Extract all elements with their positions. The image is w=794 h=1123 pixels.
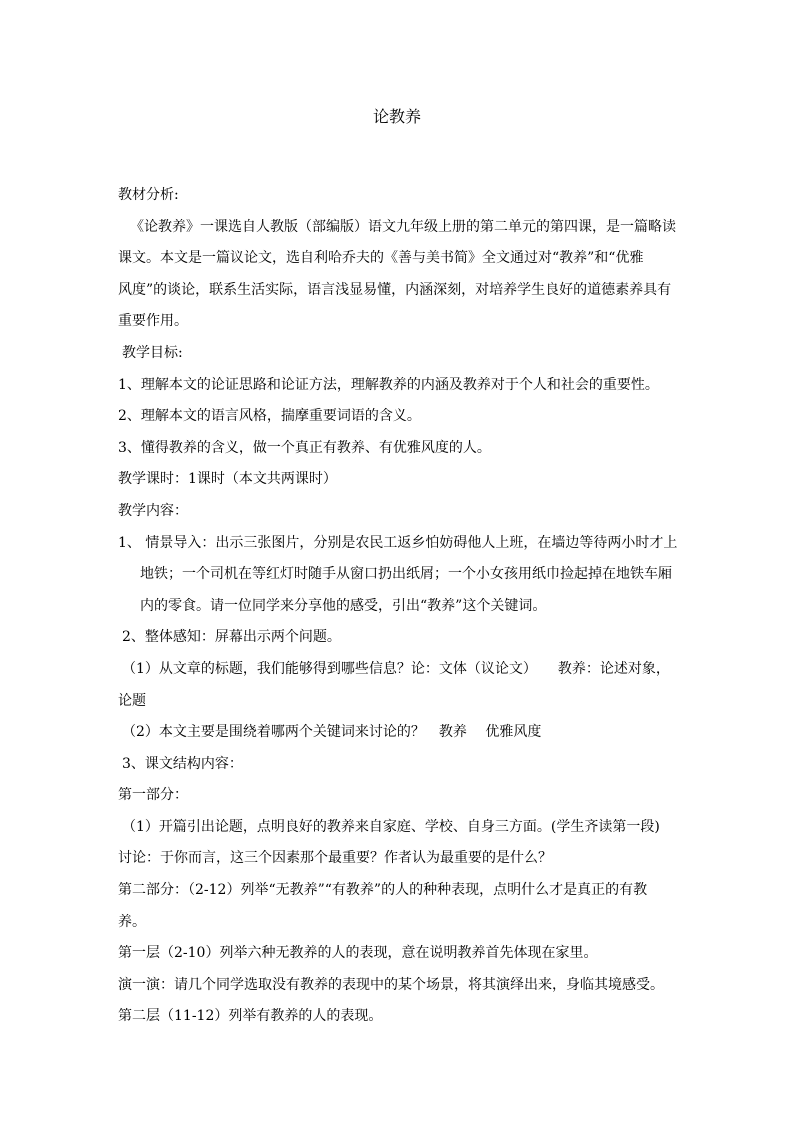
- content-item-2: 2、整体感知：屏幕出示两个问题。: [122, 629, 341, 646]
- question-2: （2）本文主要是围绕着哪两个关键词来讨论的？ 教养 优雅风度: [122, 724, 542, 741]
- question-1-continued: 论题: [118, 692, 146, 709]
- content-item-1-continued: 地铁；一个司机在等红灯时随手从窗口扔出纸屑；一个小女孩用纸巾捡起掉在地铁车厢: [140, 566, 672, 583]
- layer-one-line: 第一层（2-10）列举六种无教养的人的表现，意在说明教养首先体现在家里。: [118, 945, 598, 962]
- part-two-heading: 第二部分：（2-12）列举“无教养”“有教养”的人的种种表现，点明什么才是真正的有教: [118, 882, 648, 899]
- section-heading-teaching-goals: 教学目标:: [122, 344, 183, 361]
- goal-item-2: 2、理解本文的语言风格，揣摩重要词语的含义。: [118, 408, 421, 425]
- paragraph-line: 课文。本文是一篇议论文，选自利哈乔夫的《善与美书简》全文通过对“教养”和“优雅: [118, 250, 644, 267]
- document-body: [118, 180, 688, 1033]
- content-item-1: 1、 情景导入：出示三张图片，分别是农民工返乡怕妨碍他人上班，在墙边等待两小时才上: [118, 534, 678, 551]
- act-it-out-line: 演一演：请几个同学选取没有教养的表现中的某个场景，将其演绎出来，身临其境感受。: [118, 976, 664, 993]
- part-one-point-1: （1）开篇引出论题，点明良好的教养来自家庭、学校、自身三方面。(学生齐读第一段): [122, 818, 660, 835]
- section-heading-material-analysis: 教材分析:: [118, 187, 179, 203]
- content-item-3: 3、课文结构内容：: [122, 755, 243, 772]
- section-heading-class-hours: 教学课时：1课时（本文共两课时）: [118, 471, 337, 488]
- page-title: 论教养: [372, 107, 421, 126]
- question-1: （1）从文章的标题，我们能够得到哪些信息？论：文体（议论文） 教养：论述对象，: [122, 660, 670, 677]
- goal-item-1: 1、理解本文的论证思路和论证方法，理解教养的内涵及教养对于个人和社会的重要性。: [118, 376, 659, 393]
- part-one-heading: 第一部分：: [118, 787, 188, 804]
- content-item-1-continued: 内的零食。请一位同学来分享他的感受，引出“教养”这个关键词。: [140, 597, 547, 614]
- part-two-heading-continued: 养。: [118, 913, 146, 930]
- paragraph-line: 《论教养》一课选自人教版（部编版）语文九年级上册的第二单元的第四课，是一篇略读: [130, 218, 676, 235]
- layer-two-line: 第二层（11-12）列举有教养的人的表现。: [118, 1008, 383, 1025]
- discussion-line: 讨论：于你而言，这三个因素那个最重要？作者认为最重要的是什么？: [118, 850, 552, 867]
- goal-item-3: 3、懂得教养的含义，做一个真正有教养、有优雅风度的人。: [118, 439, 491, 456]
- paragraph-line: 风度”的谈论，联系生活实际，语言浅显易懂，内涵深刻，对培养学生良好的道德素养具有: [118, 281, 672, 298]
- section-heading-teaching-content: 教学内容：: [118, 502, 188, 519]
- paragraph-line: 重要作用。: [118, 313, 188, 330]
